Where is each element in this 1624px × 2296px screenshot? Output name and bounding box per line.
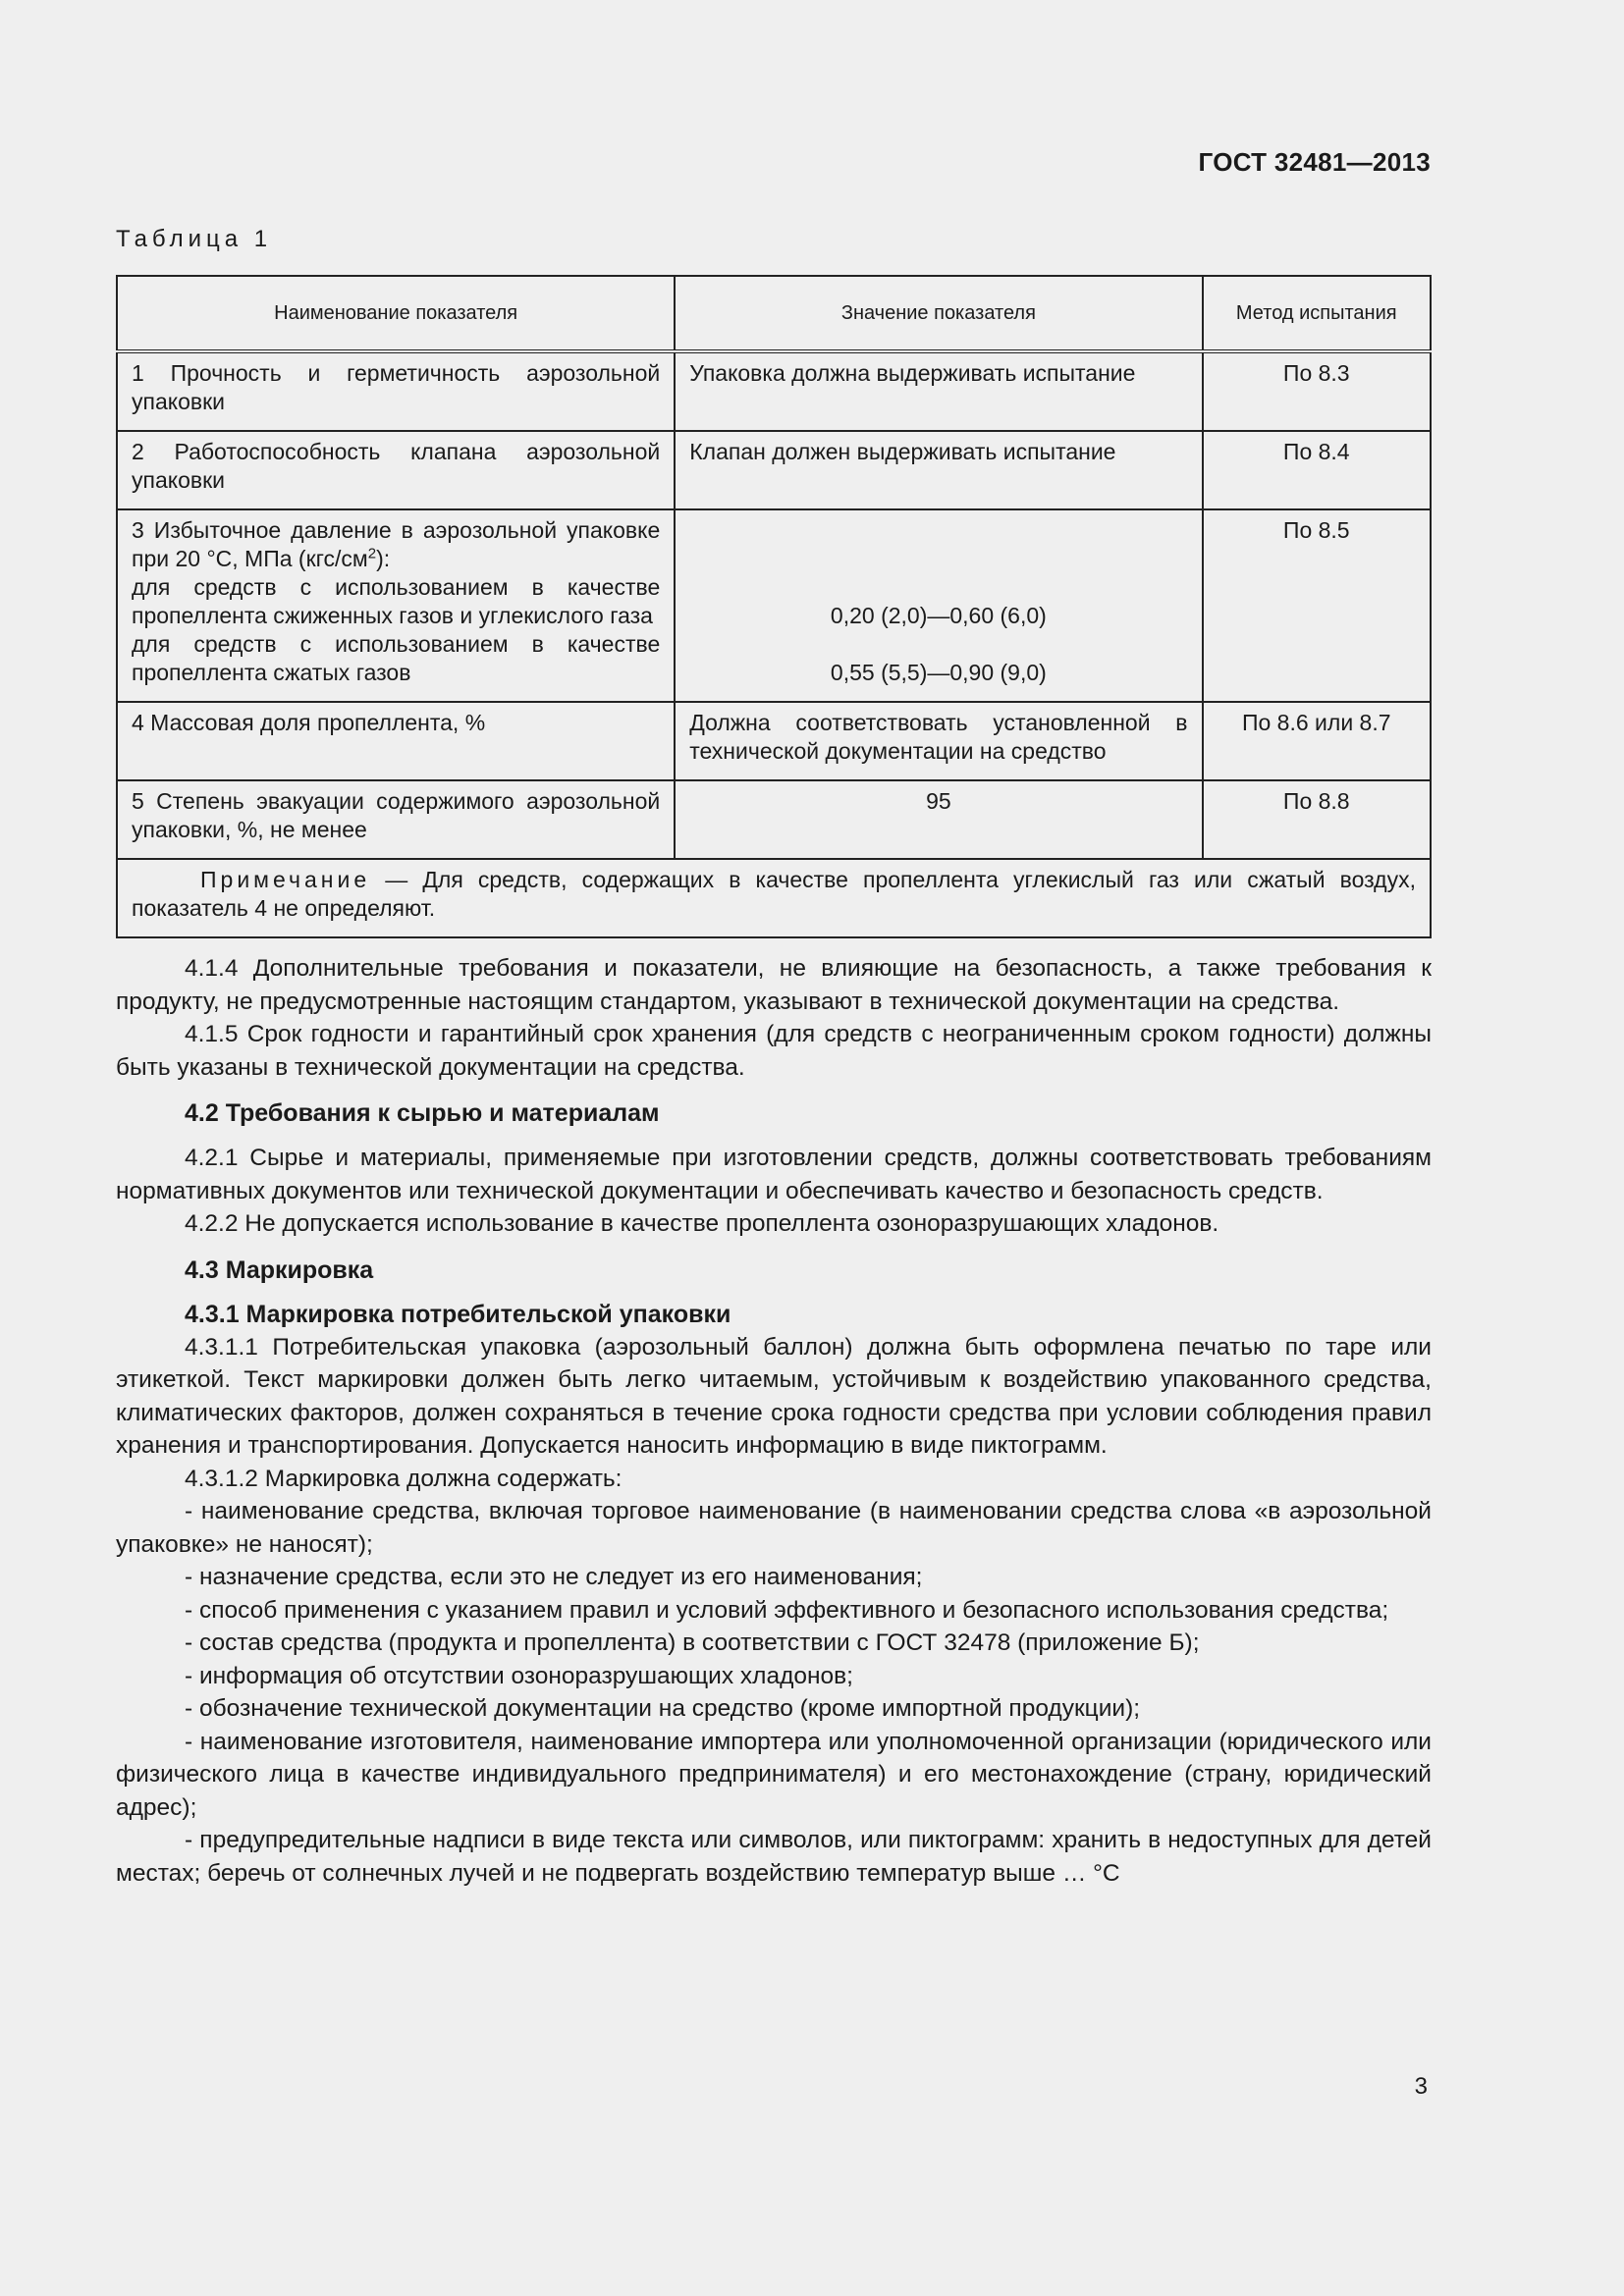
table-note — [117, 859, 1431, 937]
row-name: 2 Работоспособность клапана аэрозольной упаковки — [117, 431, 675, 509]
paragraph-4-1-4: 4.1.4 Дополнительные требования и показатели, не влияющие на безопасность, а также требования к продукту, не предусмотренные настоящим стандартом, указывают в технической документации на средства. — [116, 955, 1432, 1015]
note-label: Примечание — [200, 867, 371, 892]
table-header-row — [117, 276, 1431, 351]
paragraph-4-3-1-2: 4.3.1.2 Маркировка должна содержать: — [185, 1465, 623, 1492]
row-name-superscript: 2 — [367, 545, 377, 562]
list-item: - назначение средства, если это не следует из его наименования; — [185, 1564, 923, 1590]
table-row — [117, 780, 1431, 859]
page-number: 3 — [1414, 2073, 1428, 2100]
section-heading-4-3: 4.3 Маркировка — [185, 1255, 374, 1284]
paragraph-4-3-1-1: 4.3.1.1 Потребительская упаковка (аэрозольный баллон) должна быть оформлена печатью по таре или этикеткой. Текст маркировки должен быть легко читаемым, устойчивым к воздействию упакованного средства, климатических факторов, должен сохраняться в течение срока годности средства при условии соблюдения правил хранения и транспортирования. Допускается наносить информацию в виде пиктограмм. — [116, 1333, 1432, 1459]
row-method: По 8.8 — [1203, 780, 1431, 859]
column-header-method: Метод испытания — [1203, 276, 1431, 351]
table-row — [117, 509, 1431, 702]
row-name — [117, 509, 675, 702]
row-name: 4 Массовая доля пропеллента, % — [117, 702, 675, 780]
list-item: - состав средства (продукта и пропеллента) в соответствии с ГОСТ 32478 (приложение Б); — [185, 1629, 1200, 1656]
list-item: - информация об отсутствии озоноразрушающих хладонов; — [185, 1662, 853, 1689]
row-name-sub1: для средств с использованием в качестве пропеллента сжиженных газов и углекислого газа — [132, 574, 661, 628]
row-method: По 8.6 или 8.7 — [1203, 702, 1431, 780]
body-text — [116, 952, 1432, 1890]
list-item: - наименование средства, включая торговое наименование (в наименовании средства слова «в аэрозольной упаковке» не наносят); — [116, 1498, 1432, 1558]
list-item: - наименование изготовителя, наименование импортера или уполномоченной организации (юридического или физического лица в качестве индивидуального предпринимателя) и его местонахождение (страну, юридический адрес); — [116, 1728, 1432, 1821]
list-item: - обозначение технической документации на средство (кроме импортной продукции); — [185, 1695, 1141, 1722]
paragraph-4-2-2: 4.2.2 Не допускается использование в качестве пропеллента озоноразрушающих хладонов. — [185, 1210, 1219, 1237]
row-method: По 8.4 — [1203, 431, 1431, 509]
row-value-sub1: 0,20 (2,0)—0,60 (6,0) — [830, 603, 1047, 628]
row-value: Должна соответствовать установленной в технической документации на средство — [675, 702, 1202, 780]
row-name-sub2: для средств с использованием в качестве пропеллента сжатых газов — [132, 631, 661, 685]
table-row — [117, 351, 1431, 431]
row-name-main-end: ): — [376, 546, 391, 571]
table-row — [117, 431, 1431, 509]
column-header-value: Значение показателя — [675, 276, 1202, 351]
column-header-name: Наименование показателя — [117, 276, 675, 351]
row-value: 95 — [675, 780, 1202, 859]
row-value — [675, 509, 1202, 702]
paragraph-4-2-1: 4.2.1 Сырье и материалы, применяемые при изготовлении средств, должны соответствовать требованиям нормативных документов или технической документации и обеспечивать качество и безопасность средств. — [116, 1145, 1432, 1204]
row-value: Упаковка должна выдерживать испытание — [675, 351, 1202, 431]
table-caption: Таблица 1 — [116, 226, 273, 252]
note-text: — Для средств, содержащих в качестве пропеллента углекислый газ или сжатый воздух, показатель 4 не определяют. — [132, 867, 1416, 921]
document-code: ГОСТ 32481—2013 — [1198, 147, 1431, 177]
row-method: По 8.5 — [1203, 509, 1431, 702]
list-item: - предупредительные надписи в виде текста или символов, или пиктограмм: хранить в недоступных для детей местах; беречь от солнечных лучей и не подвергать воздействию температур выше … °С — [116, 1827, 1432, 1887]
paragraph-4-1-5: 4.1.5 Срок годности и гарантийный срок хранения (для средств с неограниченным сроком годности) должны быть указаны в технической документации на средства. — [116, 1021, 1432, 1081]
row-name: 5 Степень эвакуации содержимого аэрозольной упаковки, %, не менее — [117, 780, 675, 859]
section-heading-4-2: 4.2 Требования к сырью и материалам — [185, 1099, 660, 1127]
row-value: Клапан должен выдерживать испытание — [675, 431, 1202, 509]
section-heading-4-3-1: 4.3.1 Маркировка потребительской упаковки — [185, 1300, 731, 1328]
table-row — [117, 702, 1431, 780]
row-name: 1 Прочность и герметичность аэрозольной упаковки — [117, 351, 675, 431]
requirements-table — [116, 275, 1432, 938]
row-method: По 8.3 — [1203, 351, 1431, 431]
table-note-row — [117, 859, 1431, 937]
row-name-main: 3 Избыточное давление в аэрозольной упаковке при 20 °С, МПа (кгс/см — [132, 517, 661, 571]
list-item: - способ применения с указанием правил и условий эффективного и безопасного использования средства; — [185, 1596, 1389, 1624]
row-value-sub2: 0,55 (5,5)—0,90 (9,0) — [830, 660, 1047, 685]
